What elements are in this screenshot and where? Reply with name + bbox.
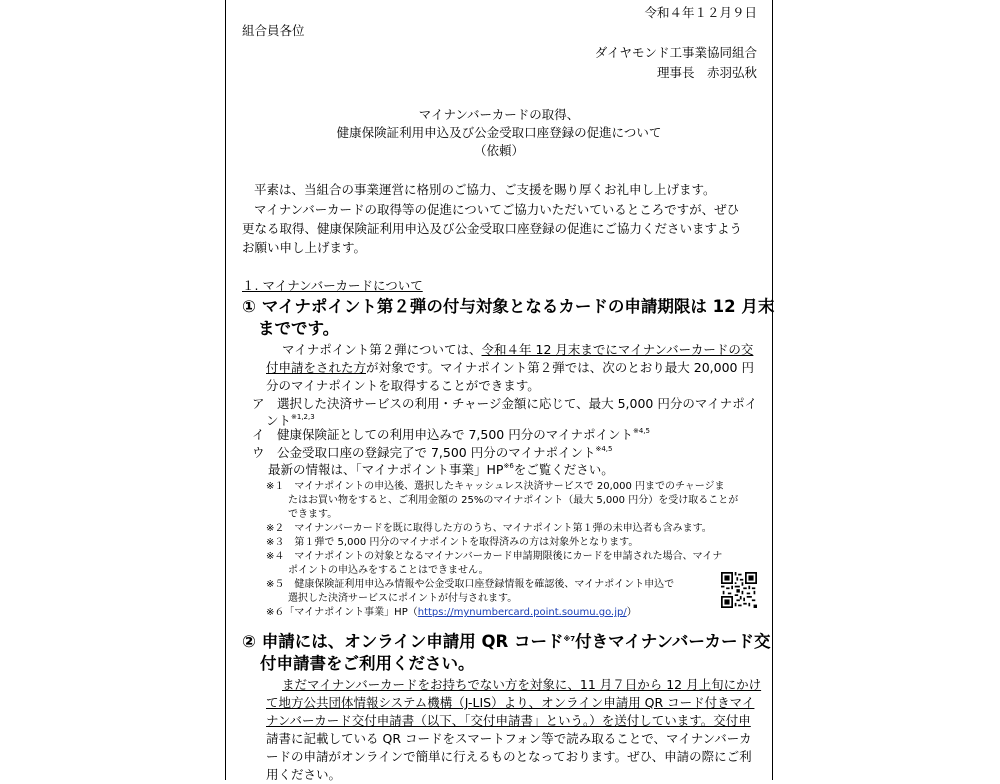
document-date: 令和４年１２月９日 <box>644 5 757 20</box>
item2-body-1: まだマイナンバーカードをお持ちでない方を対象に、11 月７日から 12 月上旬にかけ <box>282 677 762 692</box>
organization-name: ダイヤモンド工事業協同組合 <box>594 45 757 60</box>
note-4a: ※４ マイナポイントの対象となるマイナンバーカード申請期限後にカードを申請された場合、マイナ <box>266 551 723 562</box>
item1-title-a: ① マイナポイント第２弾の付与対象となるカードの申請期限は 12 月末 <box>242 297 775 316</box>
item1-body-c: 分のマイナポイントを取得することができます。 <box>266 378 540 393</box>
intro-paragraph-1: 平素は、当組合の事業運営に格別のご協力、ご支援を賜り厚くお礼申し上げます。 <box>254 182 716 197</box>
item2-title-b: 付申請書をご利用ください。 <box>260 654 475 673</box>
signer: 理事長 赤羽弘秋 <box>656 65 757 80</box>
title-line-2: 健康保険証利用申込及び公金受取口座登録の促進について <box>336 125 662 140</box>
item-i-line: イ 健康保険証としての利用申込みで 7,500 円分のマイナポイント$^{※4,5}$ <box>252 427 650 442</box>
item2-body-6: 用ください。 <box>266 767 342 782</box>
item2-body-3: ナンバーカード交付申請書（以下、「交付申請書」という。）を送付しています。交付申 <box>266 713 751 728</box>
qr-code-icon <box>721 571 757 609</box>
item1-body-b: 付申請をされた方が対象です。マイナポイント第２弾では、次のとおり最大 20,000 円 <box>266 360 754 375</box>
item2-title-a: ② 申請には、オンライン申請用 QR コード$^{※7}$付きマイナンバーカード交 <box>242 632 771 651</box>
item-u-line: ウ 公金受取口座の登録完了で 7,500 円分のマイナポイント$^{※4,5}$ <box>252 445 613 460</box>
item1-title-b: までです。 <box>258 319 340 338</box>
item2-body-2: て地方公共団体情報システム機構（J-LIS）より、オンライン申請用 QR コード付きマイ <box>266 695 755 710</box>
intro-paragraph-2a: マイナンバーカードの取得等の促進についてご協力いただいているところですが、ぜひ <box>254 202 740 217</box>
note-4b: ポイントの申込みをすることはできません。 <box>288 565 489 576</box>
intro-paragraph-2b: 更なる取得、健康保険証利用申込及び公金受取口座登録の促進にご協力くださいますよう <box>242 221 743 236</box>
mynapoint-link[interactable]: https://mynumbercard.point.soumu.go.jp/ <box>417 607 627 618</box>
note-1a: ※１ マイナポイントの申込後、選択したキャッシュレス決済サービスで 20,000 円までのチャージま <box>266 481 725 492</box>
recipient: 組合員各位 <box>242 23 305 38</box>
item2-body-5: ードの申請がオンラインで簡単に行えるものとなっております。ぜひ、申請の際にご利 <box>266 749 752 764</box>
title-line-1: マイナンバーカードの取得、 <box>418 107 580 122</box>
note-5a: ※５ 健康保険証利用申込み情報や公金受取口座登録情報を確認後、マイナポイント申込で <box>266 579 675 590</box>
document-page <box>225 0 773 780</box>
title-line-3: （依頼） <box>473 143 524 158</box>
note-1c: できます。 <box>288 509 338 520</box>
latest-info-line: 最新の情報は、「マイナポイント事業」HP$^{※6}$をご覧ください。 <box>268 462 614 477</box>
section-heading: １. マイナンバーカードについて <box>242 278 423 293</box>
note-1b: たはお買い物をすると、ご利用金額の 25%のマイナポイント（最大 5,000 円分）を受け取ることが <box>288 495 739 506</box>
note-5b: 選択した決済サービスにポイントが付与されます。 <box>288 593 518 604</box>
item1-body-a: マイナポイント第２弾については、令和４年 12 月末までにマイナンバーカードの交 <box>282 342 754 357</box>
item-a-line-2: ント$^{※1,2,3}$ <box>266 413 315 428</box>
note-3: ※３ 第１弾で 5,000 円分のマイナポイントを取得済みの方は対象外となります。 <box>266 537 639 548</box>
item2-body-4: 請書に記載している QR コードをスマートフォン等で読み取ることで、マイナンバーカ <box>266 731 752 746</box>
intro-paragraph-2c: お願い申し上げます。 <box>242 240 367 255</box>
note-2: ※２ マイナンバーカードを既に取得した方のうち、マイナポイント第１弾の未申込者も含みます。 <box>266 523 712 534</box>
item-a-line-1: ア 選択した決済サービスの利用・チャージ金額に応じて、最大 5,000 円分のマイナポイ <box>252 396 758 411</box>
note-6: ※６「マイナポイント事業」HP（https://mynumbercard.point.soumu.go.jp/） <box>266 607 637 618</box>
